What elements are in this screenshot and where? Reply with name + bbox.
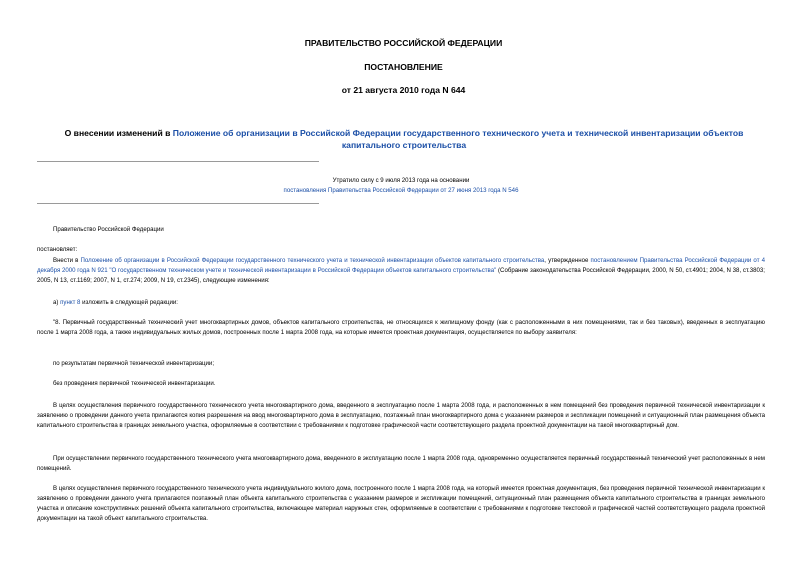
amendments-text-1: Внести в (53, 257, 81, 264)
document-type-heading: ПОСТАНОВЛЕНИЕ (364, 62, 443, 72)
divider-top (37, 161, 319, 162)
paragraph-item-a (53, 298, 753, 308)
paragraph-decrees: постановляет: (37, 246, 78, 253)
clause-8-text: "8. Первичный государственный технический учет многоквартирных домов, объектов капитального строительства, не относящихся к жилищному фонду (как с расположенными в них помещениями, так и без таковых), введенных в эксплуатацию после 1 марта 2008 года, а также индивидуальных жилых домов, построенных после 1 марта 2008 года, на которые имеется проектная документация, осуществляется по выбору заявителя: (37, 319, 765, 336)
decree-921-link[interactable]: постановлением Правительства Российской Федерации от 4 декабря 2000 года N 921 "О государственном техническом учете и технической инвентаризации в Российской Федерации объектов капитального строительства" (37, 257, 765, 274)
divider-bottom (37, 203, 319, 204)
title-prefix: О внесении изменений в (64, 128, 173, 138)
paragraph-individual-houses (37, 484, 765, 524)
clause-8-link[interactable]: пункт 8 (60, 299, 81, 306)
paragraph-premises-accounting (37, 454, 765, 474)
amendments-text-3: (Собрание законодательства Российской Федерации, 2000, N 50, ст.4901; 2004, N 38, ст.3803; 2005, N 13, ст.1169; 2007, N 1, ст.274; 2009, N 19, ст.2345), следующие изменения: (37, 267, 765, 284)
item-a-text-2: изложить в следующей редакции: (80, 299, 178, 306)
regulation-link[interactable]: Положение об организации в Российской Федерации государственного технического учета и технической инвентаризации объектов капитального строительства (80, 257, 545, 264)
status-note (37, 176, 765, 196)
paragraph-option-inventory: по результатам первичной технической инвентаризации; (53, 360, 215, 367)
apartment-buildings-text: В целях осуществления первичного государственного технического учета многоквартирного дома, введенного в эксплуатацию после 1 марта 2008 года, и расположенных в нем помещений без проведения первичной технической инвентаризации к заявлению о проведении данного учета прилагаются копия разрешения на ввод многоквартирного дома в эксплуатацию, поэтажный план многоквартирного дома с указанием размеров и экспликации помещений и ситуационный план размещения объекта капитального строительства в границах земельного участка, оформляемые в соответствии с требованиями к подготовке графической части соответствующего раздела проектной документации на такой многоквартирный дом. (37, 402, 765, 429)
title-regulation-link[interactable]: Положение об организации в Российской Федерации государственного технического учета и технической инвентаризации объектов капитального строительства (172, 128, 744, 150)
paragraph-government: Правительство Российской Федерации (53, 226, 164, 233)
paragraph-apartment-buildings (37, 401, 765, 431)
status-note-text: Утратило силу с 9 июля 2013 года на основании (332, 177, 470, 184)
paragraph-clause-8 (37, 318, 765, 338)
individual-houses-text: В целях осуществления первичного государственного технического учета индивидуального жилого дома, построенного после 1 марта 2008 года, на который имеется проектная документация, без проведения первичной технической инвентаризации к заявлению о проведении данного учета прилагаются поэтажный план объекта капитального строительства с указанием размеров и экспликации помещений, ситуационный план размещения объекта капитального строительства в границах земельного участка и описание конструктивных решений объекта капитального строительства, включающее материал наружных стен, оформляемые в соответствии с требованиями к подготовке текстовой и графической частей соответствующего раздела проектной документации на такой объект капитального строительства. (37, 485, 765, 522)
premises-accounting-text: При осуществлении первичного государственного технического учета многоквартирного дома, введенного в эксплуатацию после 1 марта 2008 года, одновременно осуществляется первичный государственный технический учет расположенных в нем помещений. (37, 455, 765, 472)
repeal-decree-link[interactable]: постановления Правительства Российской Федерации от 27 июня 2013 года N 546 (283, 187, 519, 194)
paragraph-amendments (37, 256, 765, 286)
document-title (36, 127, 772, 151)
document-date-number: от 21 августа 2010 года N 644 (341, 85, 466, 95)
government-heading: ПРАВИТЕЛЬСТВО РОССИЙСКОЙ ФЕДЕРАЦИИ (304, 38, 503, 48)
paragraph-option-no-inventory: без проведения первичной технической инвентаризации. (53, 380, 216, 387)
item-a-text-1: а) (53, 299, 61, 306)
amendments-text-2: , утвержденное (544, 257, 591, 264)
